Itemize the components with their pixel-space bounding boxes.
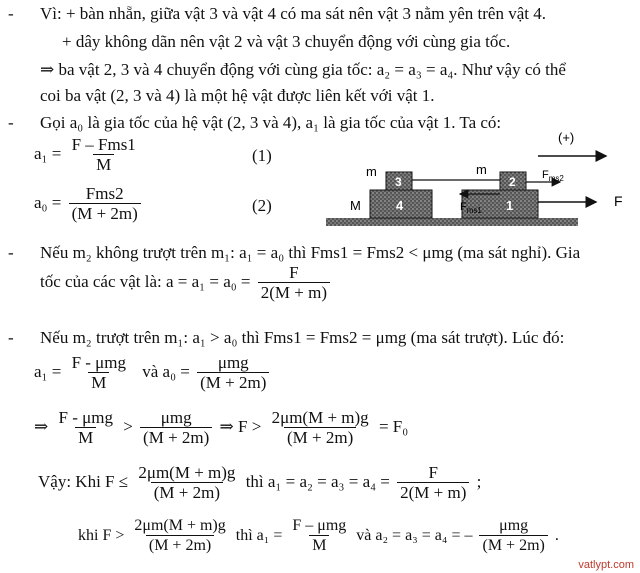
p4-eq2-den1: M: [75, 427, 96, 447]
p4-eq4-den3: (M + 2m): [479, 535, 547, 555]
p2-line1: Gọi a₀ là gia tốc của hệ vật (2, 3 và 4), a₁ là gia tốc của vật 1. Ta có:: [40, 113, 502, 132]
p4-eq2-mid: ⇒ F >: [219, 417, 262, 436]
p4-eq4: [78, 516, 559, 556]
block-1-label: 1: [506, 198, 514, 213]
p4-eq3-frac1: [135, 464, 238, 502]
bullet-1: -: [8, 4, 14, 23]
equation-1: [34, 134, 142, 174]
fms2-label: [542, 169, 564, 183]
p4-eq1-mid: và a₀ =: [142, 362, 190, 381]
p4-eq4-lhs: khi F >: [78, 527, 125, 544]
p3-line2-text: tốc của các vật là: a = a₁ = a₀ =: [40, 272, 251, 291]
p4-eq4-frac3: [479, 517, 547, 555]
p4-eq4-frac2: [289, 517, 349, 555]
p4-eq2-num2: μmg: [160, 408, 192, 428]
p4-eq3-frac2: [397, 464, 469, 502]
p4-eq4-frac1: [131, 517, 228, 555]
p4-eq2-num3: 2μm(M + m)g: [271, 408, 369, 428]
bullet-2: -: [8, 113, 14, 132]
p4-eq4-num2: F – μmg: [292, 517, 347, 535]
p4-eq2-frac2: [140, 409, 212, 447]
p4-eq1-num2: μmg: [217, 353, 249, 373]
positive-direction-label: (+): [558, 130, 575, 145]
p1-line3: ⇒ ba vật 2, 3 và 4 chuyển động với cùng gia tốc: a₂ = a₃ = a₄. Như vậy có thể: [40, 60, 566, 79]
p4-eq2-frac3: [269, 409, 372, 447]
p4-eq1-lhs: a₁ =: [34, 362, 62, 381]
p4-eq3-den2: 2(M + m): [397, 482, 469, 502]
p4-eq4-tail: .: [554, 527, 559, 544]
p4-eq4-mid2: và a₂ = a₃ = a₄ = –: [356, 527, 473, 544]
eq2-tag: (2): [252, 196, 272, 215]
p4-eq2-gt: >: [123, 417, 133, 436]
table-surface: [326, 218, 578, 226]
p4-eq2-den3: (M + 2m): [284, 427, 356, 447]
block-4-label: 4: [396, 198, 404, 213]
p4-eq3-den1: (M + 2m): [151, 482, 223, 502]
p4-eq4-num3: μmg: [499, 517, 529, 535]
p4-eq4-mid1: thì a₁ =: [235, 527, 283, 544]
p3-fraction: [258, 264, 330, 302]
p4-eq4-den1: (M + 2m): [146, 535, 214, 555]
p4-eq4-num1: 2μm(M + m)g: [134, 517, 226, 535]
p4-eq1-den1: M: [88, 372, 109, 392]
p4-eq2-tail: = F₀: [378, 417, 409, 436]
p4-eq2-num1: F - μmg: [58, 408, 113, 428]
p4-eq3-num2: F: [428, 463, 438, 483]
bullet-4: -: [8, 328, 14, 347]
p4-eq1-num1: F - μmg: [71, 353, 127, 373]
force-F-label: F: [614, 193, 623, 209]
equation-2: [34, 183, 144, 223]
p4-eq1-frac1: [69, 354, 129, 392]
p4-eq2-den2: (M + 2m): [140, 427, 212, 447]
eq2-fraction: [69, 185, 141, 223]
p3-denominator: 2(M + m): [258, 282, 330, 302]
p4-eq3-tail: ;: [476, 472, 482, 491]
p4-eq2-frac1: [56, 409, 116, 447]
eq1-fraction: [69, 136, 139, 174]
mass-m-mid: m: [476, 162, 487, 177]
p4-eq3-mid: thì a₁ = a₂ = a₃ = a₄ =: [245, 472, 390, 491]
p4-eq3-lhs: Vậy: Khi F ≤: [38, 472, 129, 491]
fms2-symbol: F: [542, 169, 549, 181]
mass-m-left: m: [366, 164, 377, 179]
fms1-symbol: F: [460, 201, 467, 213]
p3-numerator: F: [289, 263, 299, 283]
p4-eq2: [34, 407, 408, 447]
p4-eq1: [34, 352, 272, 392]
p1-line1: Vì: + bàn nhẵn, giữa vật 3 và vật 4 có ma sát nên vật 3 nằm yên trên vật 4.: [40, 4, 546, 23]
p4-eq2-lhs: ⇒: [34, 417, 49, 436]
p4-eq3-num1: 2μm(M + m)g: [138, 463, 236, 483]
fms1-subscript: ms1: [466, 206, 482, 215]
p4-eq4-den2: M: [309, 535, 329, 555]
eq1-denominator: M: [93, 154, 114, 174]
mass-M-left: M: [350, 198, 361, 213]
bullet-3: -: [8, 243, 14, 262]
p1-line2: + dây không dãn nên vật 2 và vật 3 chuyển động với cùng gia tốc.: [62, 32, 511, 51]
eq1-lhs: a₁ =: [34, 144, 62, 163]
eq2-numerator: Fms2: [85, 184, 124, 204]
blocks-diagram: [320, 128, 638, 228]
p4-eq1-frac2: [197, 354, 269, 392]
fms2-subscript: ms2: [548, 174, 564, 183]
p4-line1: Nếu m₂ trượt trên m₁: a₁ > a₀ thì Fms1 = Fms2 = μmg (ma sát trượt). Lúc đó:: [40, 328, 565, 347]
eq2-lhs: a₀ =: [34, 193, 62, 212]
block-3-label: 3: [395, 175, 402, 189]
eq1-tag: (1): [252, 146, 272, 165]
block-2-label: 2: [509, 175, 516, 189]
p4-eq1-den2: (M + 2m): [197, 372, 269, 392]
p4-eq3: [38, 462, 481, 502]
watermark: vatlypt.com: [578, 559, 634, 571]
eq2-denominator: (M + 2m): [69, 203, 141, 223]
eq1-numerator: F – Fms1: [71, 135, 136, 155]
p3-line1: Nếu m₂ không trượt trên m₁: a₁ = a₀ thì Fms1 = Fms2 < μmg (ma sát nghỉ). Gia: [40, 243, 581, 262]
p1-line4: coi ba vật (2, 3 và 4) là một hệ vật được liên kết với vật 1.: [40, 86, 435, 105]
p3-line2: [40, 262, 333, 302]
